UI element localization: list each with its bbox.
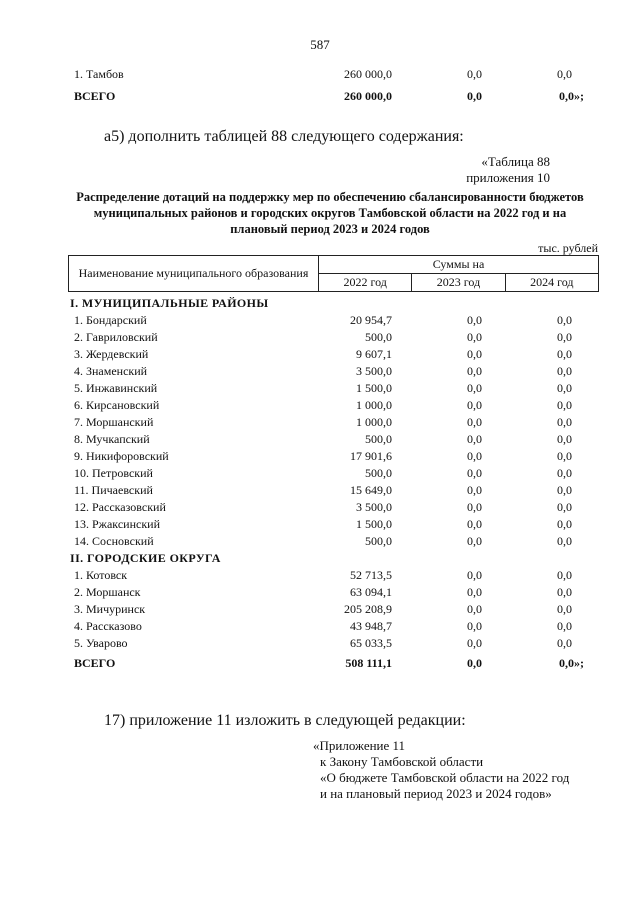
row-2024: 0,0 — [557, 619, 572, 633]
row-2023: 0,0 — [467, 313, 482, 327]
table-header — [68, 255, 599, 292]
total-2023: 0,0 — [467, 656, 482, 670]
row-2024: 0,0 — [557, 347, 572, 361]
row-name: 2. Гавриловский — [74, 330, 158, 344]
prev-table-row — [0, 66, 640, 83]
row-2024: 0,0 — [557, 432, 572, 446]
header-sums: Суммы на — [319, 256, 599, 274]
row-name: 5. Уварово — [74, 636, 128, 650]
row-2024: 0,0 — [557, 313, 572, 327]
row-2022: 65 033,5 — [350, 636, 392, 650]
row-2022: 15 649,0 — [350, 483, 392, 497]
total-label: ВСЕГО — [74, 89, 116, 103]
row-2024: 0,0 — [557, 449, 572, 463]
row-2022: 3 500,0 — [356, 364, 392, 378]
section-title — [0, 550, 640, 567]
row-2022: 9 607,1 — [356, 347, 392, 361]
row-2022: 1 500,0 — [356, 381, 392, 395]
row-2022: 3 500,0 — [356, 500, 392, 514]
prev-table-total — [0, 88, 640, 105]
table-row — [0, 618, 640, 635]
row-2024: 0,0 — [557, 330, 572, 344]
row-name: 1. Котовск — [74, 568, 128, 582]
row-2023: 0,0 — [467, 347, 482, 361]
row-2022: 260 000,0 — [344, 67, 392, 81]
row-2022: 1 500,0 — [356, 517, 392, 531]
row-2024: 0,0 — [557, 483, 572, 497]
row-2022: 205 208,9 — [344, 602, 392, 616]
table-row — [0, 414, 640, 431]
row-name: 11. Пичаевский — [74, 483, 153, 497]
row-name: 7. Моршанский — [74, 415, 154, 429]
row-2023: 0,0 — [467, 449, 482, 463]
section-title — [0, 295, 640, 312]
row-2023: 0,0 — [467, 636, 482, 650]
table-title: Распределение дотаций на поддержку мер по обеспечению сбалансированности бюджетов муниципальных районов и городских округов Тамбовской области на 2022 год и на плановый период 2023 и 2024 годов — [76, 190, 584, 236]
row-2024: 0,0 — [557, 398, 572, 412]
table-row — [0, 482, 640, 499]
row-2024: 0,0 — [557, 500, 572, 514]
row-name: 1. Тамбов — [74, 67, 124, 81]
row-2024: 0,0 — [557, 466, 572, 480]
total-2022: 260 000,0 — [344, 89, 392, 103]
row-2022: 63 094,1 — [350, 585, 392, 599]
table-row — [0, 448, 640, 465]
table-reference — [466, 154, 550, 186]
row-2024: 0,0 — [557, 67, 572, 81]
row-2023: 0,0 — [467, 381, 482, 395]
row-2023: 0,0 — [467, 330, 482, 344]
row-2024: 0,0 — [557, 415, 572, 429]
section2-title: II. ГОРОДСКИЕ ОКРУГА — [70, 551, 221, 565]
table-row — [0, 635, 640, 652]
table-row — [0, 329, 640, 346]
row-name: 3. Мичуринск — [74, 602, 146, 616]
table-row — [0, 601, 640, 618]
row-2024: 0,0 — [557, 636, 572, 650]
row-2022: 43 948,7 — [350, 619, 392, 633]
total-2022: 508 111,1 — [345, 656, 392, 670]
row-2022: 500,0 — [365, 330, 392, 344]
row-name: 1. Бондарский — [74, 313, 147, 327]
row-2024: 0,0 — [557, 517, 572, 531]
row-2023: 0,0 — [467, 398, 482, 412]
row-2024: 0,0 — [557, 381, 572, 395]
header-year-2022: 2022 год — [319, 274, 412, 292]
table-row — [0, 346, 640, 363]
appendix-line1: «Приложение 11 — [313, 738, 406, 753]
table-total — [0, 655, 640, 672]
total-2024: 0,0»; — [559, 656, 584, 670]
row-2022: 500,0 — [365, 534, 392, 548]
table-row — [0, 431, 640, 448]
table-row — [0, 584, 640, 601]
row-2022: 1 000,0 — [356, 415, 392, 429]
row-2022: 52 713,5 — [350, 568, 392, 582]
instruction-17: 17) приложение 11 изложить в следующей редакции: — [104, 712, 466, 729]
row-2023: 0,0 — [467, 585, 482, 599]
table-ref-line2: приложения 10 — [466, 170, 550, 185]
instruction-a5: а5) дополнить таблицей 88 следующего содержания: — [104, 128, 464, 145]
table-row — [0, 363, 640, 380]
header-year-2024: 2024 год — [505, 274, 598, 292]
row-2023: 0,0 — [467, 619, 482, 633]
row-2022: 1 000,0 — [356, 398, 392, 412]
header-name-column: Наименование муниципального образования — [69, 256, 319, 292]
row-2023: 0,0 — [467, 415, 482, 429]
appendix-line3: «О бюджете Тамбовской области на 2022 год — [320, 770, 570, 785]
row-2022: 17 901,6 — [350, 449, 392, 463]
row-2023: 0,0 — [467, 432, 482, 446]
header-year-2023: 2023 год — [412, 274, 505, 292]
row-2023: 0,0 — [467, 602, 482, 616]
row-2023: 0,0 — [467, 67, 482, 81]
table-row — [0, 567, 640, 584]
row-2024: 0,0 — [557, 364, 572, 378]
row-name: 2. Моршанск — [74, 585, 141, 599]
row-2023: 0,0 — [467, 500, 482, 514]
row-2024: 0,0 — [557, 534, 572, 548]
row-name: 9. Никифоровский — [74, 449, 169, 463]
row-name: 13. Ржаксинский — [74, 517, 160, 531]
units-label: тыс. рублей — [538, 241, 598, 255]
appendix-header — [313, 738, 569, 802]
total-2023: 0,0 — [467, 89, 482, 103]
row-2022: 20 954,7 — [350, 313, 392, 327]
row-name: 4. Рассказово — [74, 619, 142, 633]
row-2024: 0,0 — [557, 585, 572, 599]
section1-title: I. МУНИЦИПАЛЬНЫЕ РАЙОНЫ — [70, 296, 269, 310]
appendix-line2: к Закону Тамбовской области — [320, 754, 484, 769]
table-row — [0, 380, 640, 397]
row-2024: 0,0 — [557, 568, 572, 582]
row-2023: 0,0 — [467, 568, 482, 582]
row-2023: 0,0 — [467, 517, 482, 531]
row-name: 12. Рассказовский — [74, 500, 166, 514]
row-name: 8. Мучкапский — [74, 432, 150, 446]
row-2023: 0,0 — [467, 483, 482, 497]
row-name: 14. Сосновский — [74, 534, 154, 548]
table-ref-line1: «Таблица 88 — [481, 154, 550, 169]
row-2022: 500,0 — [365, 432, 392, 446]
table-row — [0, 312, 640, 329]
row-2024: 0,0 — [557, 602, 572, 616]
table-row — [0, 499, 640, 516]
total-label: ВСЕГО — [74, 656, 116, 670]
row-name: 4. Знаменский — [74, 364, 148, 378]
table-row — [0, 397, 640, 414]
row-2022: 500,0 — [365, 466, 392, 480]
row-name: 10. Петровский — [74, 466, 153, 480]
row-2023: 0,0 — [467, 364, 482, 378]
page-number: 587 — [310, 37, 330, 52]
row-name: 6. Кирсановский — [74, 398, 160, 412]
row-name: 3. Жердевский — [74, 347, 149, 361]
row-2023: 0,0 — [467, 534, 482, 548]
row-name: 5. Инжавинский — [74, 381, 158, 395]
appendix-line4: и на плановый период 2023 и 2024 годов» — [320, 786, 552, 801]
table-row — [0, 465, 640, 482]
table-row — [0, 516, 640, 533]
row-2023: 0,0 — [467, 466, 482, 480]
total-2024: 0,0»; — [559, 89, 584, 103]
table-row — [0, 533, 640, 550]
